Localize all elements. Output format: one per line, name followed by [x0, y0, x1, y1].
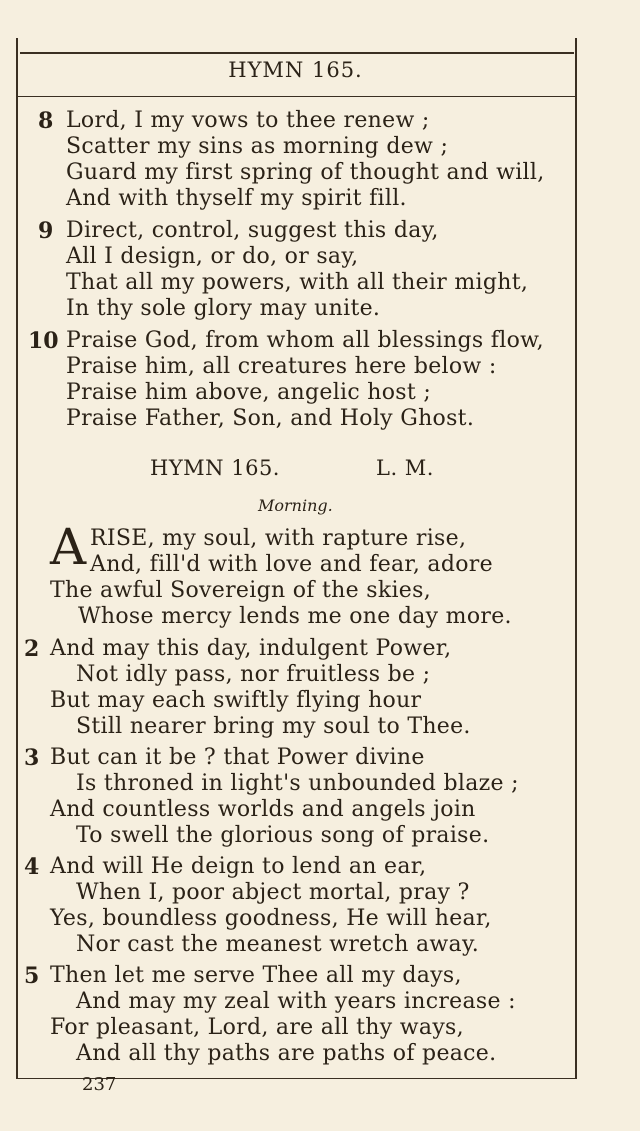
- stanza-number: 8: [38, 108, 54, 134]
- verse-line: In thy sole glory may unite.: [66, 296, 381, 321]
- stanza-number: 3: [24, 745, 40, 771]
- verse-line: Lord, I my vows to thee renew ;: [66, 108, 430, 133]
- verse-line: That all my powers, with all their might,: [66, 270, 529, 295]
- stanza-number: 4: [24, 854, 40, 880]
- verse-line: Praise God, from whom all blessings flow,: [66, 328, 544, 353]
- page-number: 237: [82, 1074, 117, 1095]
- verse-line: And may this day, indulgent Power,: [50, 636, 452, 661]
- verse-line: Then let me serve Thee all my days,: [50, 963, 462, 988]
- verse-line: For pleasant, Lord, are all thy ways,: [50, 1015, 464, 1040]
- verse-line: But can it be ? that Power divine: [50, 745, 425, 770]
- verse-line: Praise him, all creatures here below :: [66, 354, 497, 379]
- verse-line: Whose mercy lends me one day more.: [78, 604, 512, 629]
- hymn-meter: L. M.: [376, 456, 434, 480]
- stanza-number: 5: [24, 963, 40, 989]
- verse-line: And, fill'd with love and fear, adore: [90, 552, 493, 577]
- header-rule: [16, 96, 575, 97]
- verse-line: And may my zeal with years increase :: [76, 989, 516, 1014]
- stanza-number: 10: [28, 328, 59, 354]
- verse-line: The awful Sovereign of the skies,: [50, 578, 431, 603]
- verse-line: All I design, or do, or say,: [66, 244, 359, 269]
- hymn-subtitle: Morning.: [258, 496, 333, 515]
- verse-line: To swell the glorious song of praise.: [76, 823, 490, 848]
- verse-line: Praise Father, Son, and Holy Ghost.: [66, 406, 475, 431]
- verse-line: Scatter my sins as morning dew ;: [66, 134, 449, 159]
- top-rule: [20, 52, 574, 54]
- verse-line: Guard my first spring of thought and will,: [66, 160, 545, 185]
- running-head: HYMN 165.: [228, 58, 363, 82]
- verse-line: But may each swiftly flying hour: [50, 688, 422, 713]
- verse-line: When I, poor abject mortal, pray ?: [76, 880, 470, 905]
- verse-line: And with thyself my spirit fill.: [66, 186, 407, 211]
- verse-line: Yes, boundless goodness, He will hear,: [50, 906, 492, 931]
- verse-line: Praise him above, angelic host ;: [66, 380, 432, 405]
- stanza-number: 9: [38, 218, 54, 244]
- verse-line: And all thy paths are paths of peace.: [76, 1041, 497, 1066]
- verse-line: RISE, my soul, with rapture rise,: [90, 526, 467, 551]
- verse-line: Still nearer bring my soul to Thee.: [76, 714, 471, 739]
- verse-line: Direct, control, suggest this day,: [66, 218, 439, 243]
- verse-line: Nor cast the meanest wretch away.: [76, 932, 480, 957]
- verse-line: Is throned in light's unbounded blaze ;: [76, 771, 519, 796]
- verse-line: Not idly pass, nor fruitless be ;: [76, 662, 431, 687]
- verse-line: And countless worlds and angels join: [50, 797, 476, 822]
- drop-cap: A: [50, 518, 87, 576]
- verse-line: And will He deign to lend an ear,: [50, 854, 427, 879]
- stanza-number: 2: [24, 636, 40, 662]
- hymn-title: HYMN 165.: [150, 456, 280, 480]
